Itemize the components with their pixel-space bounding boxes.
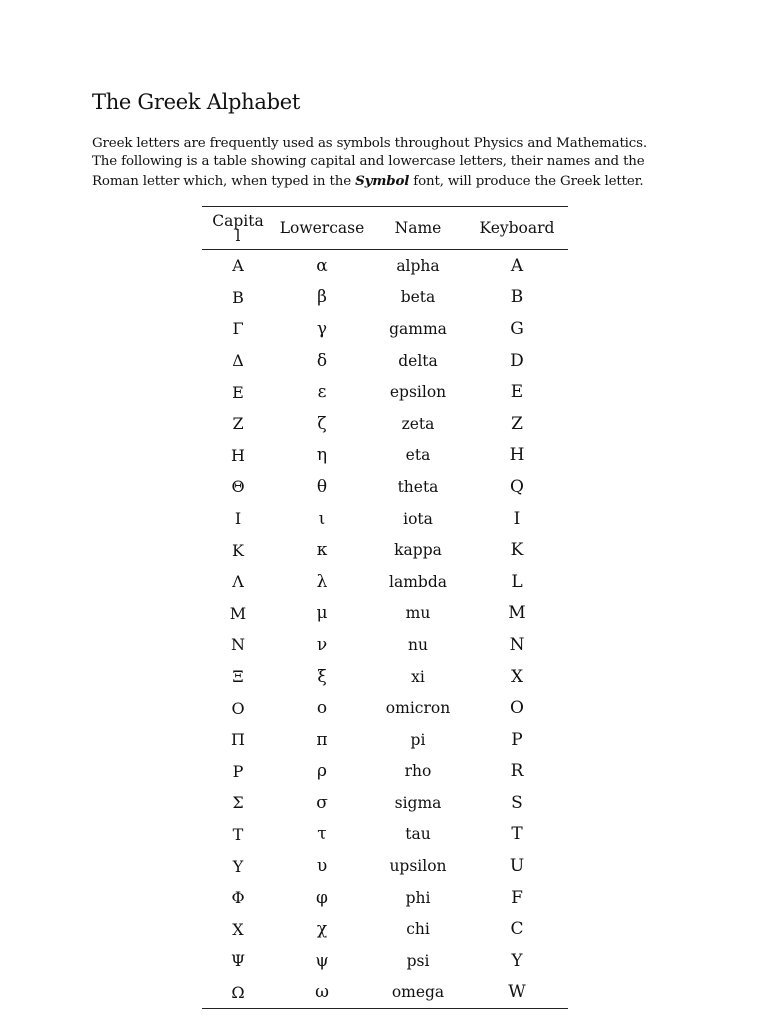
letter-name: nu xyxy=(408,635,428,654)
letter-name: beta xyxy=(400,288,436,307)
keyboard-key: M xyxy=(508,603,526,624)
keyboard-key: G xyxy=(510,318,524,339)
table-row xyxy=(202,345,568,377)
capital-letter: Υ xyxy=(232,856,244,876)
keyboard-key: D xyxy=(510,350,524,371)
table-row xyxy=(202,724,568,756)
lowercase-letter: ν xyxy=(316,634,328,655)
intro-line: The following is a table showing capital and lowercase letters, their names and the xyxy=(92,154,645,170)
lowercase-letter: π xyxy=(316,729,328,750)
symbol-font-name: Symbol xyxy=(355,172,410,189)
table-row xyxy=(202,882,568,914)
capital-letter: Γ xyxy=(232,319,244,339)
capital-letter: Ρ xyxy=(232,761,244,781)
letter-name: mu xyxy=(405,604,431,623)
table-row xyxy=(202,756,568,788)
capital-letter: Τ xyxy=(232,824,244,844)
intro-text: font, will produce the Greek letter. xyxy=(409,173,644,189)
header-capital xyxy=(202,207,274,250)
lowercase-letter: υ xyxy=(316,856,328,877)
keyboard-key: L xyxy=(511,571,523,592)
letter-name: iota xyxy=(403,509,433,528)
capital-letter: Ν xyxy=(231,635,245,655)
table-row xyxy=(202,819,568,851)
capital-letter: Π xyxy=(231,730,245,750)
capital-letter: Σ xyxy=(232,793,244,813)
capital-letter: Θ xyxy=(231,477,245,497)
table-row xyxy=(202,566,568,598)
letter-name: epsilon xyxy=(389,383,447,402)
table-row xyxy=(202,408,568,440)
table-row xyxy=(202,534,568,566)
table-row xyxy=(202,977,568,1009)
letter-name: omicron xyxy=(385,699,451,718)
lowercase-letter: α xyxy=(316,255,328,276)
keyboard-key: O xyxy=(510,698,524,719)
table-row xyxy=(202,661,568,693)
keyboard-key: T xyxy=(511,824,523,845)
capital-letter: Κ xyxy=(232,540,244,560)
letter-name: phi xyxy=(405,888,431,907)
header-capital-part: l xyxy=(235,227,241,245)
lowercase-letter: ξ xyxy=(317,666,327,687)
capital-letter: Ι xyxy=(234,509,242,529)
table-header xyxy=(202,207,568,250)
page-title: The Greek Alphabet xyxy=(92,90,300,114)
capital-letter: Ε xyxy=(232,382,244,402)
lowercase-letter: θ xyxy=(316,476,328,497)
lowercase-letter: χ xyxy=(316,919,328,940)
lowercase-letter: ε xyxy=(317,382,327,403)
header-row xyxy=(202,207,568,250)
intro-text: Roman letter which, when typed in the xyxy=(92,173,356,189)
capital-letter: Α xyxy=(232,256,244,276)
table-row xyxy=(202,692,568,724)
table-row xyxy=(202,471,568,503)
keyboard-key: H xyxy=(509,445,525,466)
lowercase-letter: κ xyxy=(316,540,328,561)
keyboard-key: S xyxy=(511,792,523,813)
letter-name: upsilon xyxy=(389,857,447,876)
capital-letter: Ψ xyxy=(230,951,246,971)
letter-name: chi xyxy=(406,920,430,939)
capital-letter: Ζ xyxy=(232,414,244,434)
table-row xyxy=(202,598,568,630)
lowercase-letter: ι xyxy=(318,508,326,529)
keyboard-key: U xyxy=(509,856,525,877)
capital-letter: Ξ xyxy=(232,667,244,687)
capital-letter: Φ xyxy=(231,888,245,908)
letter-name: zeta xyxy=(401,414,435,433)
letter-name: psi xyxy=(406,951,430,970)
letter-name: omega xyxy=(370,977,466,1009)
capital-letter: Λ xyxy=(232,572,244,592)
lowercase-letter: ψ xyxy=(315,950,329,971)
table-row xyxy=(202,913,568,945)
capital-letter: Χ xyxy=(232,919,244,939)
table-row xyxy=(202,850,568,882)
keyboard-key: R xyxy=(510,761,524,782)
keyboard-key: Y xyxy=(511,950,523,971)
capital-letter: Μ xyxy=(229,603,247,623)
capital-letter: Ο xyxy=(231,698,245,718)
letter-name: pi xyxy=(410,730,426,749)
keyboard-key: W xyxy=(466,977,568,1009)
letter-name: eta xyxy=(405,446,431,465)
lowercase-letter: ρ xyxy=(317,761,327,782)
keyboard-key: I xyxy=(513,508,521,529)
intro-line xyxy=(92,172,692,191)
table-row xyxy=(202,376,568,408)
header-name: Name xyxy=(370,207,466,250)
intro-line: Greek letters are frequently used as symbols throughout Physics and Mathematics. xyxy=(92,136,647,151)
keyboard-key: X xyxy=(510,666,524,687)
letter-name: xi xyxy=(411,667,425,686)
intro-paragraph xyxy=(92,135,692,191)
letter-name: gamma xyxy=(389,319,447,338)
lowercase-letter: σ xyxy=(316,792,328,813)
lowercase-letter: ο xyxy=(316,698,328,719)
keyboard-key: P xyxy=(511,729,523,750)
table-row xyxy=(202,313,568,345)
capital-letter: Ω xyxy=(202,977,274,1009)
header-lowercase: Lowercase xyxy=(274,207,370,250)
keyboard-key: K xyxy=(510,540,524,561)
letter-name: lambda xyxy=(389,572,447,591)
capital-letter: Δ xyxy=(232,351,244,371)
header-keyboard: Keyboard xyxy=(466,207,568,250)
lowercase-letter: β xyxy=(317,287,327,308)
greek-alphabet-table xyxy=(202,206,568,1009)
letter-name: alpha xyxy=(396,256,440,275)
letter-name: sigma xyxy=(394,793,442,812)
table-row xyxy=(202,629,568,661)
lowercase-letter: φ xyxy=(316,887,328,908)
lowercase-letter: δ xyxy=(316,350,328,371)
letter-name: kappa xyxy=(394,541,442,560)
table-row xyxy=(202,282,568,314)
table-row xyxy=(202,250,568,282)
keyboard-key: N xyxy=(509,634,525,655)
letter-name: tau xyxy=(405,825,431,844)
table-body xyxy=(202,250,568,1009)
lowercase-letter: λ xyxy=(316,571,328,592)
lowercase-letter: ζ xyxy=(317,413,327,434)
keyboard-key: C xyxy=(510,919,524,940)
letter-name: delta xyxy=(398,351,438,370)
table-row xyxy=(202,945,568,977)
keyboard-key: E xyxy=(510,382,524,403)
keyboard-key: Z xyxy=(511,413,523,434)
keyboard-key: B xyxy=(510,287,524,308)
lowercase-letter: γ xyxy=(316,318,328,339)
lowercase-letter: τ xyxy=(317,824,327,845)
lowercase-letter: μ xyxy=(316,603,328,624)
table-row xyxy=(202,787,568,819)
capital-letter: Β xyxy=(232,287,244,307)
letter-name: rho xyxy=(404,762,432,781)
letter-name: theta xyxy=(397,477,439,496)
keyboard-key: Q xyxy=(510,476,524,497)
capital-letter: Η xyxy=(231,445,245,465)
table-row xyxy=(202,440,568,472)
keyboard-key: A xyxy=(510,255,524,276)
keyboard-key: F xyxy=(511,887,523,908)
lowercase-letter: ω xyxy=(274,977,370,1009)
header-capital-part: Capita xyxy=(212,212,264,230)
table-row xyxy=(202,503,568,535)
lowercase-letter: η xyxy=(316,445,328,466)
